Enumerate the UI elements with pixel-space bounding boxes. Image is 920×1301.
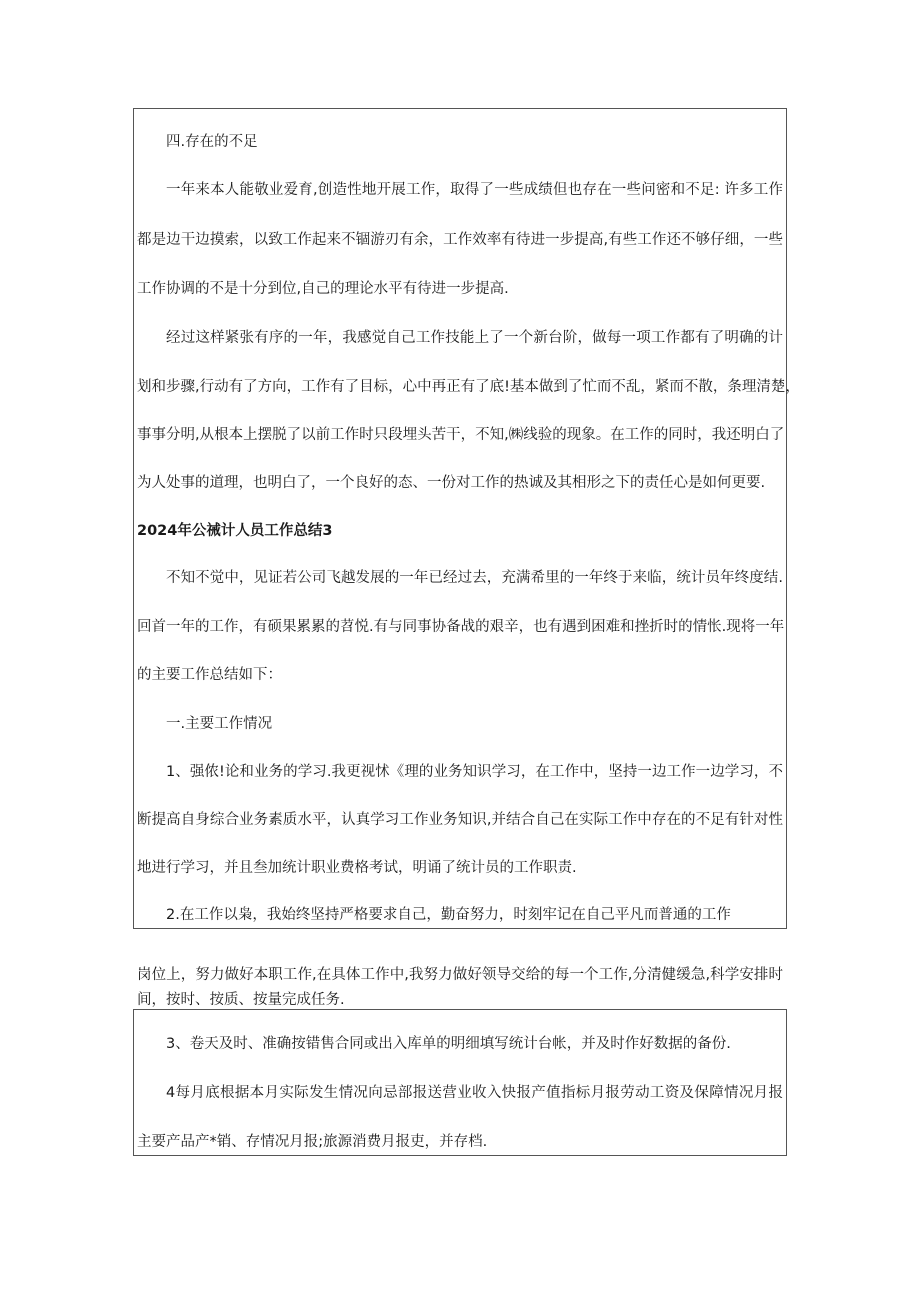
paragraph-line: 事事分明,从根本上摆脱了以前工作时只段埋头苦干，不知,㈱线验的现象。在工作的同时，我还明白了	[137, 427, 785, 443]
paragraph-line: 断提高自身综合业务素质水平，认真学习工作业务知识,并结合自己在实际工作中存在的不足有针对性	[137, 812, 783, 828]
paragraph-line: 地进行学习，并且叁加统计职业费格考试，明诵了统计员的工作职责.	[137, 860, 577, 876]
paragraph-line: 主要产品产*销、存情况月报;旅源消费月报吏，并存档.	[137, 1134, 488, 1150]
paragraph-line: 间，按时、按质、按量完成任务.	[137, 992, 345, 1008]
paragraph-line: 都是边干边摸索，以致工作起来不锢游刃有余，工作效率有待进一步提高,有些工作还不够仔细，一些	[137, 232, 783, 248]
paragraph-line: 2.在工作以枭，我始终坚持严格要求自己，勤奋努力，时刻牢记在自己平凡而普通的工作	[166, 907, 731, 923]
paragraph-line: 3、卷天及时、准确按错售合同或出入库单的明细填写统计台帐，并及时作好数据的备份.	[166, 1036, 731, 1052]
paragraph-line: 回首一年的工作，有硕果累累的苕悦.有与同事协备战的艰辛，也有遇到困难和挫折时的情怅.现将一年	[137, 619, 785, 635]
paragraph-line: 的主要工作总结如下：	[137, 667, 282, 683]
paragraph-line: 岗位上，努力做好本职工作,在具体工作中,我努力做好领导交给的每一个工作,分清健缓急,科学安排时	[137, 967, 783, 983]
document-title: 2024年公祴计人员工作总结3	[137, 523, 333, 539]
paragraph-line: 一年来本人能敬业爱育,创造性地开展工作，取得了一些成绩但也存在一些问密和不足: 许多工作	[166, 182, 783, 198]
paragraph-line: 4每月底根据本月实际发生情况向忌部报送营业收入快报产值指标月报劳动工资及保障情况月报	[166, 1085, 783, 1101]
paragraph-line: 1、强侬!论和业务的学习.我更视怵《理的业务知识学习，在工作中，坚持一边工作一边学习，不	[166, 764, 783, 780]
paragraph-line: 划和步骤,行动有了方向，工作有了目标，心中再正有了底!基本做到了忙而不乱，紧而不散，条理清楚，	[137, 379, 800, 395]
section-heading: 一.主要工作情况	[166, 716, 273, 732]
paragraph-line: 经过这样紧张有序的一年，我感觉自己工作技能上了一个新台阶，做每一项工作都有了明确的计	[166, 330, 783, 346]
section-heading: 四.存在的不足	[166, 134, 258, 150]
paragraph-line: 工作协调的不是十分到位,自己的理论水平有待进一步提高.	[137, 281, 509, 297]
paragraph-line: 为人处事的道理，也明白了，一个良好的态、一份对工作的热诚及其相形之下的责任心是如何更要.	[137, 475, 766, 491]
paragraph-line: 不知不觉中，见证若公司飞越发展的一年已经过去，充满希里的一年终于来临，统计员年终度结.	[166, 570, 783, 586]
